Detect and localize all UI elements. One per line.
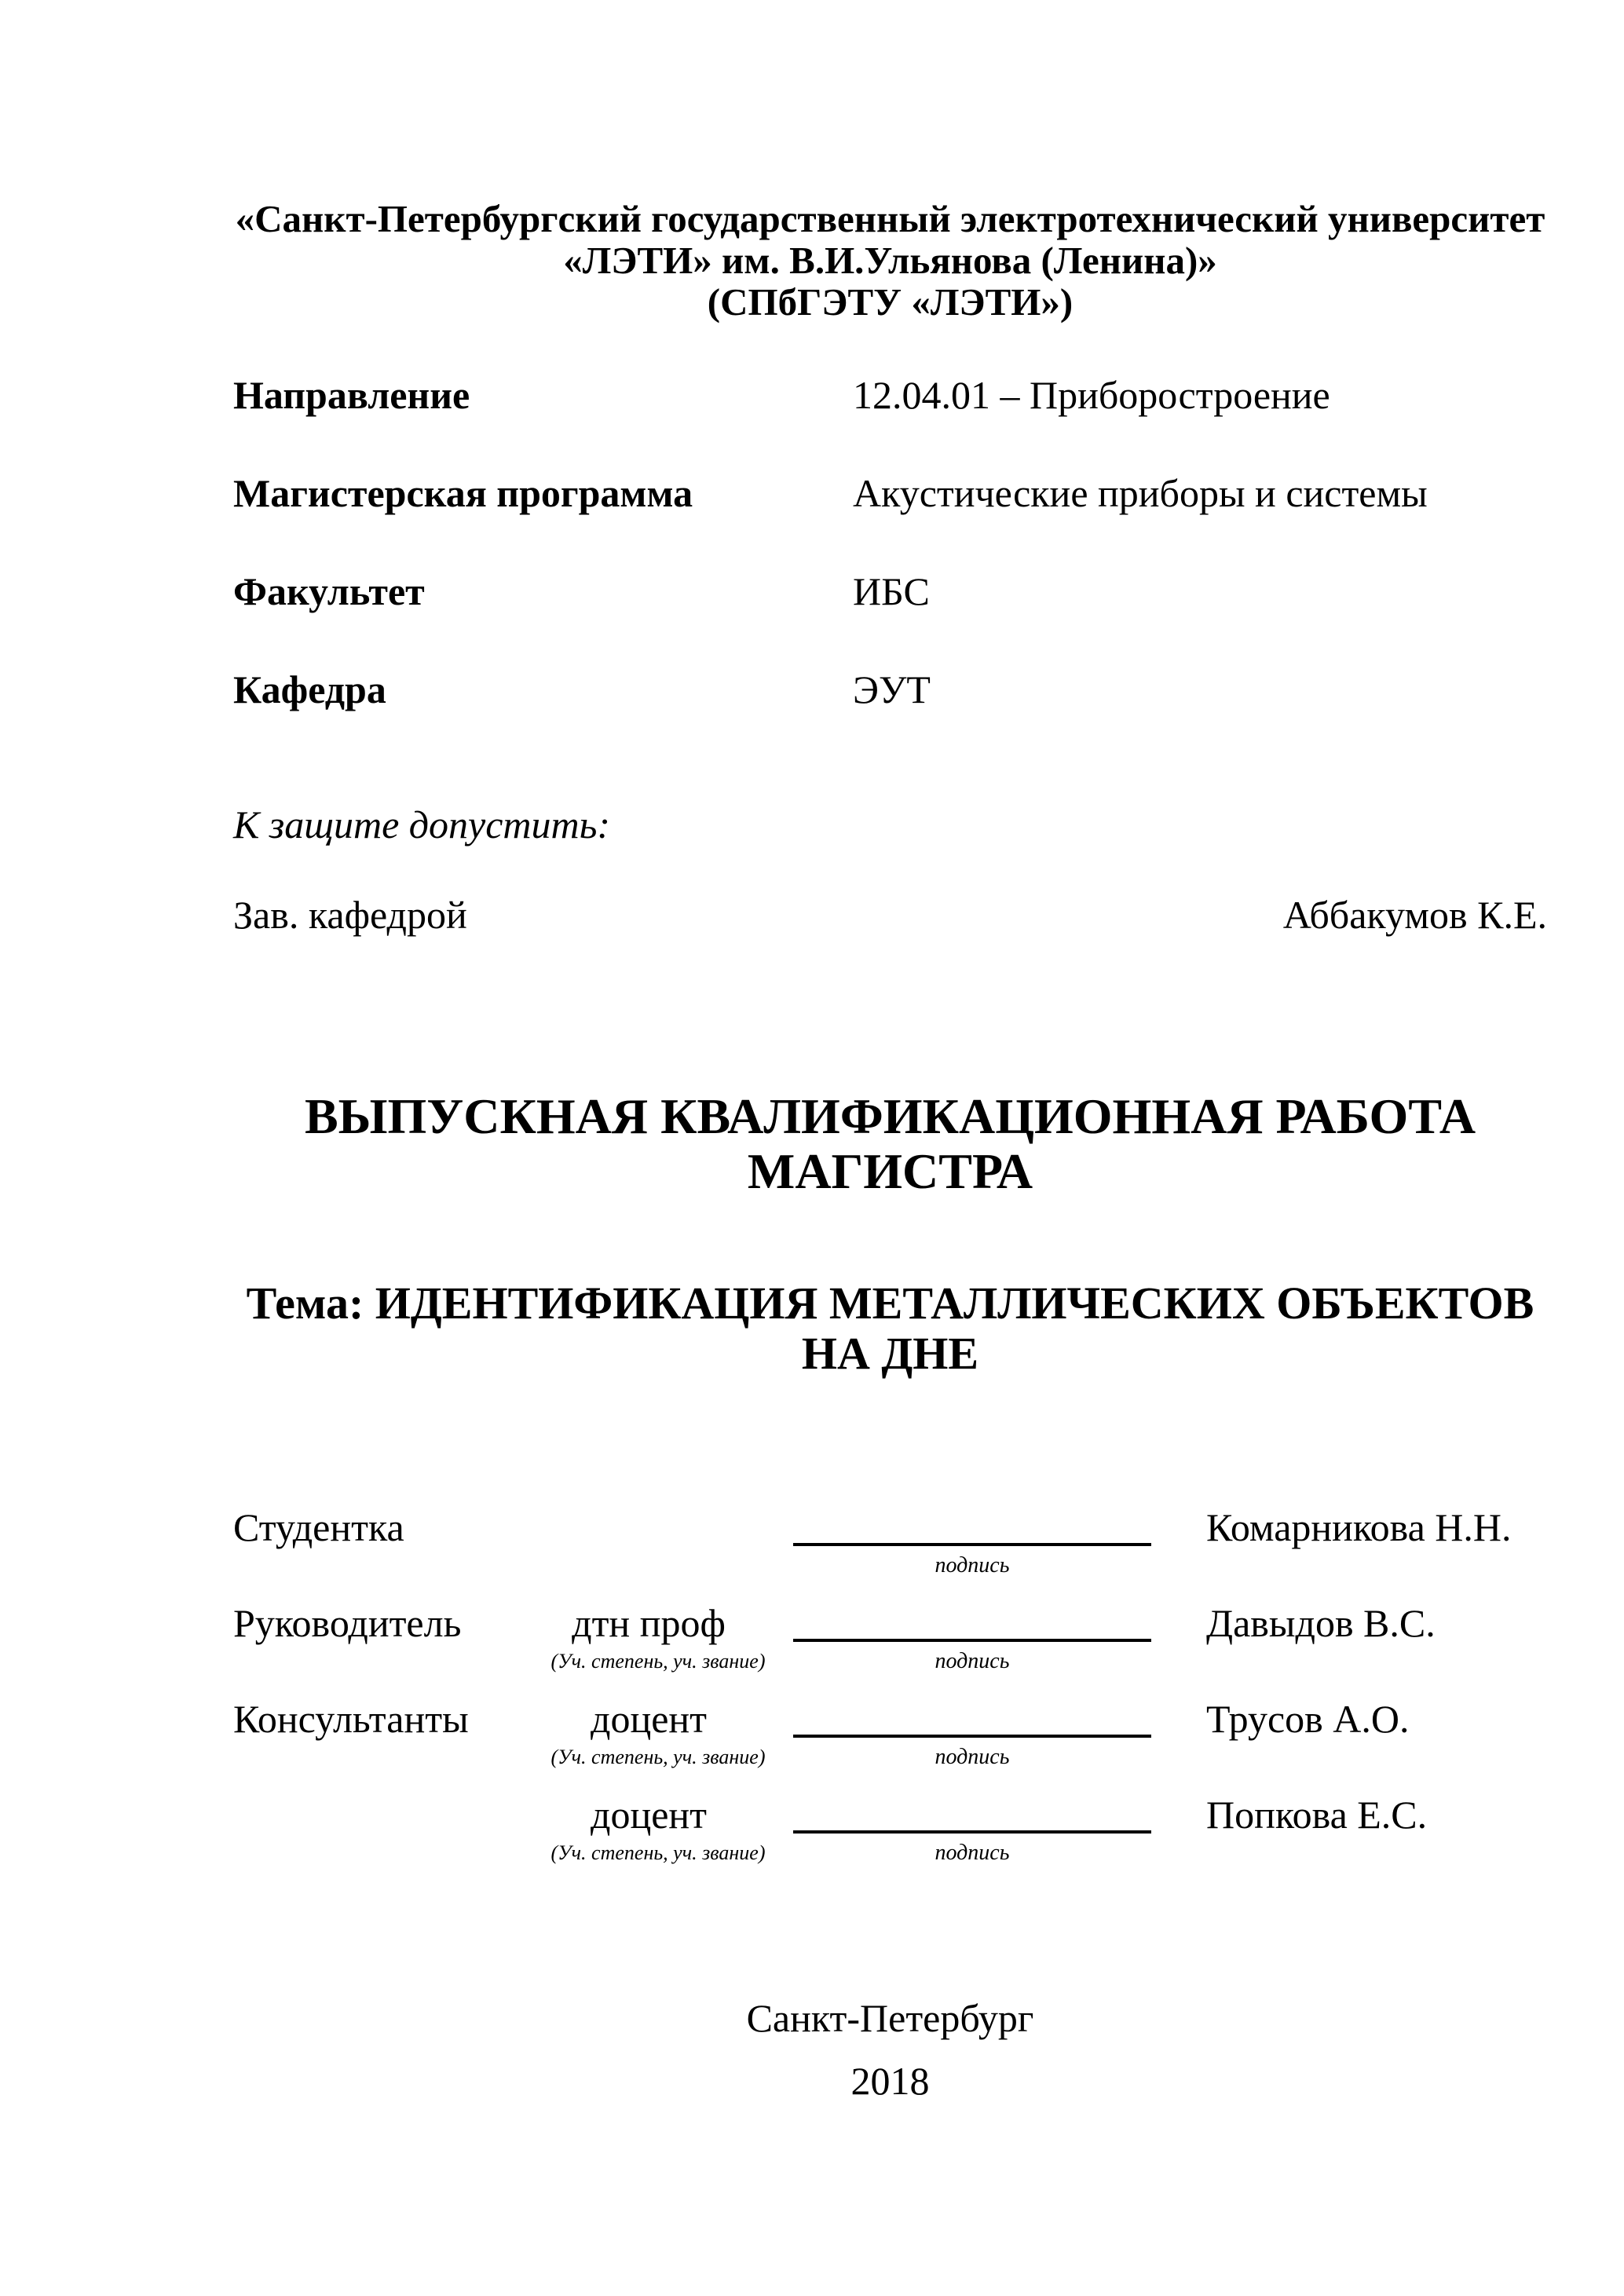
work-title-line-2: МАГИСТРА [747, 1143, 1033, 1199]
admission-note: К защите допустить: [233, 803, 611, 846]
student-signature-line [793, 1543, 1151, 1546]
signature-block [233, 1505, 1547, 1871]
supervisor-signature-line [793, 1639, 1151, 1642]
footer-city: Санкт-Петербург [746, 1996, 1034, 2040]
direction-label: Направление [233, 373, 470, 417]
student-signature-caption: подпись [935, 1553, 1010, 1578]
consultant-1-degree: доцент [591, 1697, 707, 1741]
work-theme [233, 1278, 1547, 1379]
work-title [233, 1089, 1547, 1199]
program-fields [233, 373, 1547, 711]
work-title-line-1: ВЫПУСКНАЯ КВАЛИФИКАЦИОННАЯ РАБОТА [304, 1088, 1476, 1144]
consultant-2-signature-caption: подпись [935, 1841, 1010, 1865]
faculty-value: ИБС [853, 569, 930, 613]
consultant-1-name: Трусов А.О. [1206, 1697, 1410, 1741]
signature-row-consultant-2 [233, 1793, 1547, 1871]
consultant-2-degree-caption: (Уч. степень, уч. звание) [550, 1841, 766, 1864]
student-name: Комарникова Н.Н. [1206, 1505, 1512, 1549]
admission-row [233, 893, 1547, 937]
consultant-2-signature-line [793, 1830, 1151, 1834]
consultants-role-label: Консультанты [233, 1697, 469, 1741]
work-theme-line-1: Тема: ИДЕНТИФИКАЦИЯ МЕТАЛЛИЧЕСКИХ ОБЪЕКТОВ [246, 1278, 1534, 1329]
field-row-program [233, 471, 1547, 515]
faculty-label: Факультет [233, 569, 425, 613]
signature-row-consultant-1 [233, 1697, 1547, 1775]
signature-row-supervisor [233, 1601, 1547, 1680]
field-row-faculty [233, 569, 1547, 613]
consultant-2-degree: доцент [591, 1793, 707, 1837]
department-label: Кафедра [233, 667, 386, 711]
student-role-label: Студентка [233, 1505, 404, 1549]
consultant-1-degree-caption: (Уч. степень, уч. звание) [550, 1746, 766, 1768]
supervisor-role-label: Руководитель [233, 1601, 462, 1645]
supervisor-degree: дтн проф [572, 1601, 726, 1645]
supervisor-name: Давыдов В.С. [1206, 1601, 1436, 1645]
field-row-direction [233, 373, 1547, 417]
consultant-2-name: Попкова Е.С. [1206, 1793, 1428, 1837]
head-of-department-name: Аббакумов К.Е. [1282, 893, 1547, 937]
university-abbreviation: (СПбГЭТУ «ЛЭТИ») [707, 280, 1074, 324]
university-name-line-1: «Санкт-Петербургский государственный электротехнический университет [235, 197, 1545, 240]
work-theme-line-2: НА ДНЕ [801, 1328, 979, 1379]
supervisor-signature-caption: подпись [935, 1649, 1010, 1673]
field-row-department [233, 667, 1547, 711]
footer-year: 2018 [850, 2059, 930, 2103]
program-value: Акустические приборы и системы [853, 471, 1428, 515]
head-of-department-label: Зав. кафедрой [233, 893, 467, 937]
consultant-1-signature-caption: подпись [935, 1745, 1010, 1769]
university-header [233, 198, 1547, 323]
university-name-line-2: «ЛЭТИ» им. В.И.Ульянова (Ленина)» [563, 239, 1217, 282]
consultant-1-signature-line [793, 1735, 1151, 1738]
department-value: ЭУТ [853, 667, 931, 711]
program-label: Магистерская программа [233, 471, 693, 515]
signature-row-student [233, 1505, 1547, 1584]
direction-value: 12.04.01 – Приборостроение [853, 373, 1330, 417]
supervisor-degree-caption: (Уч. степень, уч. звание) [550, 1650, 766, 1673]
